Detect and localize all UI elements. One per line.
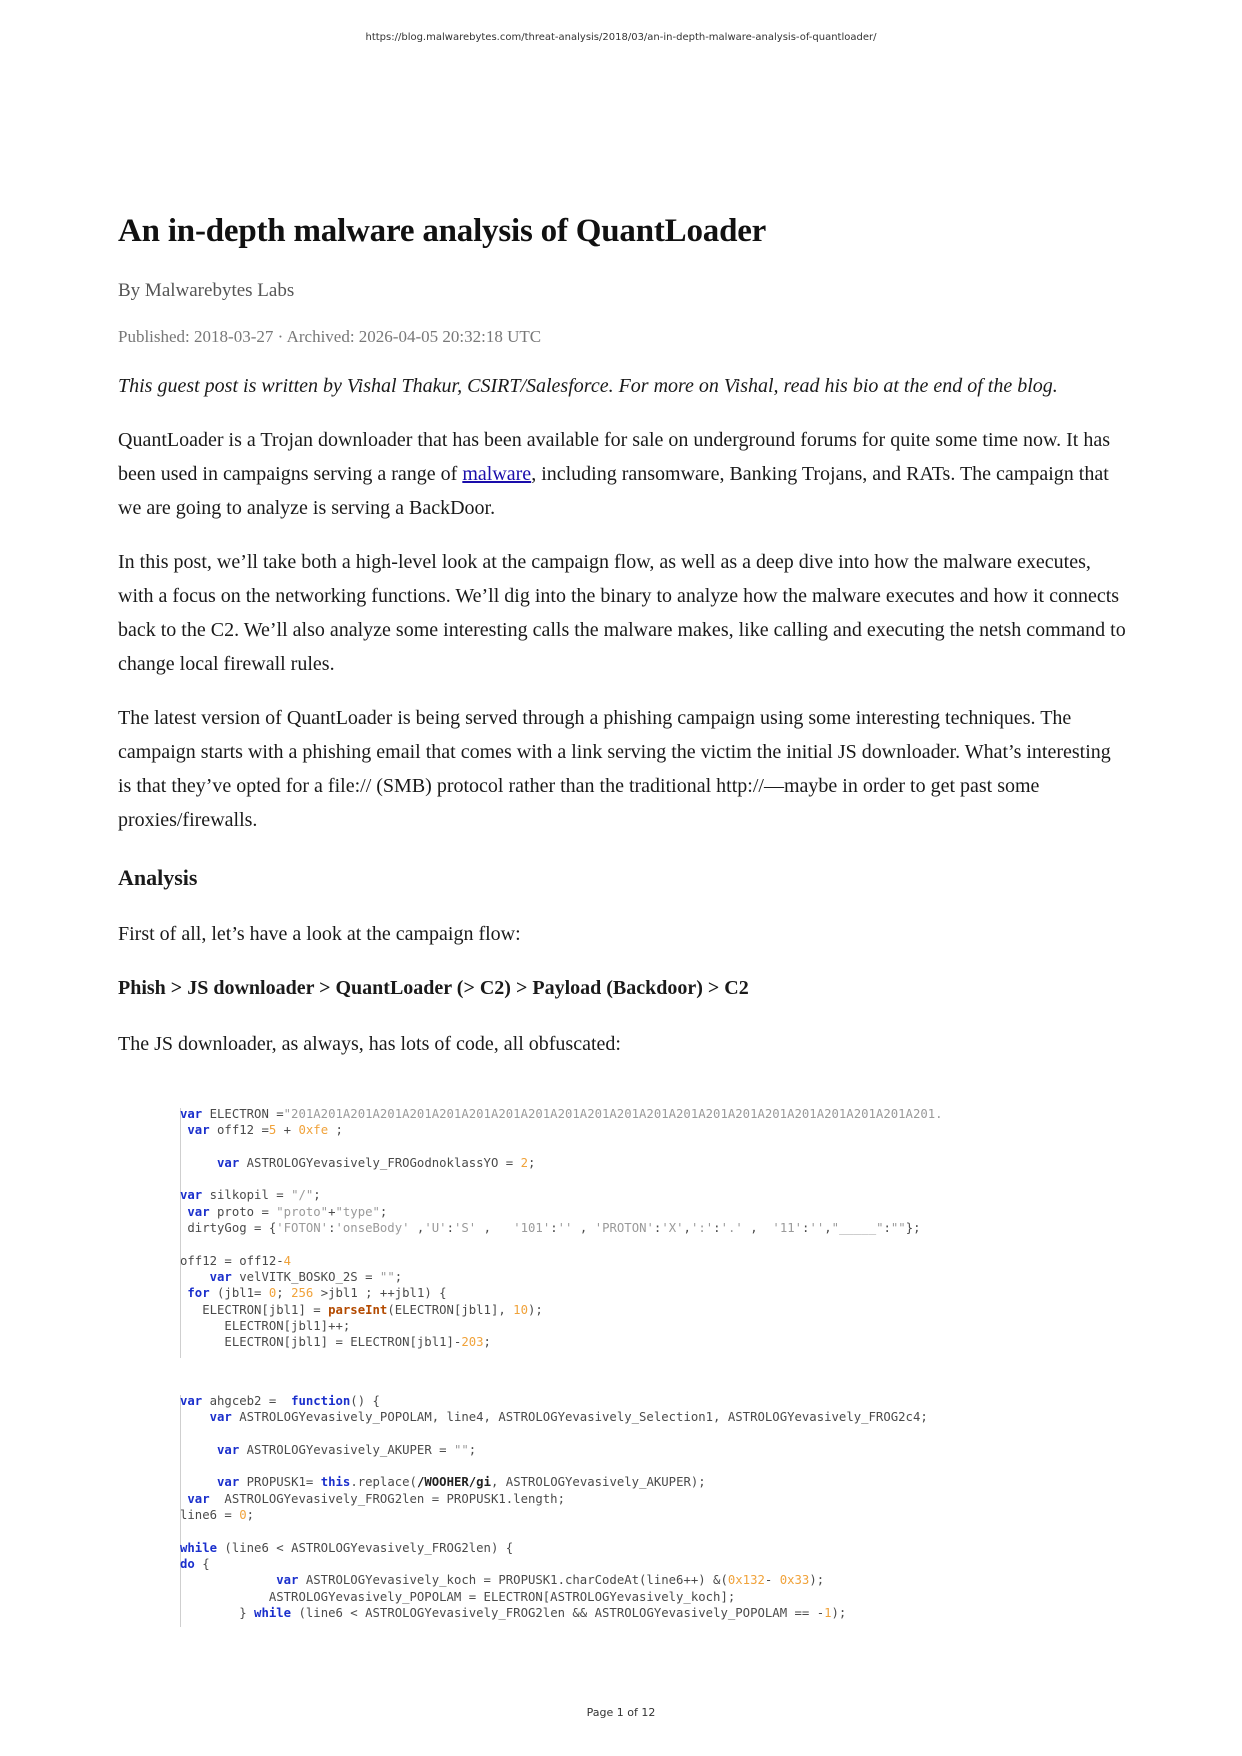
paragraph-1 [118,423,1128,525]
source-url: https://blog.malwarebytes.com/threat-analysis/2018/03/an-in-depth-malware-analysis-of-quantloader/ [365,32,877,43]
article [118,205,1128,1081]
code-screenshot-2: var ahgceb2 = function() { var ASTROLOGYevasively_POPOLAM, line4, ASTROLOGYevasively_Selection1, ASTROLOGYevasively_FROG2c4; var ASTROLOGYevasively_AKUPER = ""; var PROPUSK1= this.replace(/WOOHER/gi, ASTROLOGYevasively_AKUPER); var ASTROLOGYevasively_FROG2len = PROPUSK1.length; line6 = 0; while (line6 < ASTROLOGYevasively_FROG2len) { do { var ASTROLOGYevasively_koch = PROPUSK1.charCodeAt(line6++) &(0x132- 0x33); ASTROLOGYevasively_POPOLAM = ELECTRON[ASTROLOGYevasively_koch]; } while (line6 < ASTROLOGYevasively_FROG2len && ASTROLOGYevasively_POPOLAM == -1); [180,1394,928,1620]
analysis-heading: Analysis [118,865,198,890]
intro-paragraph: This guest post is written by Vishal Thakur, CSIRT/Salesforce. For more on Vishal, read his bio at the end of the blog. [118,375,1058,397]
paragraph-4: First of all, let’s have a look at the campaign flow: [118,923,521,945]
code-screenshot-1: var ELECTRON ="201A201A201A201A201A201A201A201A201A201A201A201A201A201A201A201A201A201A201A201A201A201. var off12 =5 + 0xfe ; var ASTROLOGYevasively_FROGodnoklassYO = 2; var silkopil = "/"; var proto = "proto"+"type"; dirtyGog = {'FOTON':'onseBody' ,'U':'S' , '101':'' , 'PROTON':'X',':':'.' , '11':'',"_____":""}; off12 = off12-4 var velVITK_BOSKO_2S = ""; for (jbl1= 0; 256 >jbl1 ; ++jbl1) { ELECTRON[jbl1] = parseInt(ELECTRON[jbl1], 10); ELECTRON[jbl1]++; ELECTRON[jbl1] = ELECTRON[jbl1]-203; [180,1107,943,1350]
publish-meta: Published: 2018-03-27 · Archived: 2026-04-05 20:32:18 UTC [118,327,542,346]
paragraph-2: In this post, we’ll take both a high-level look at the campaign flow, as well as a deep dive into how the malware executes, with a focus on the networking functions. We’ll dig into the binary to analyze how the malware executes and how it connects back to the C2. We’ll also analyze some interesting calls the malware makes, like calling and executing the netsh command to change local firewall rules. [118,551,1126,675]
paragraph-5: The JS downloader, as always, has lots of code, all obfuscated: [118,1033,621,1055]
byline: By Malwarebytes Labs [118,280,295,301]
page-number: Page 1 of 12 [586,1706,656,1719]
paragraph-1-end: , including ransomware, Banking Trojans, and RATs. The campaign that we are going to analyze is serving a BackDoor. [118,463,1109,519]
article-title: An in-depth malware analysis of QuantLoader [118,213,767,249]
malware-link[interactable]: malware [462,463,532,485]
campaign-flow: Phish > JS downloader > QuantLoader (> C2) > Payload (Backdoor) > C2 [118,977,749,999]
paragraph-1-start: QuantLoader is a Trojan downloader that has been available for sale on underground forums for quite some time now. It has been used in campaigns serving a range of [118,429,1110,485]
paragraph-3: The latest version of QuantLoader is being served through a phishing campaign using some interesting techniques. The campaign starts with a phishing email that comes with a link serving the victim the initial JS downloader. What’s interesting is that they’ve opted for a file:// (SMB) protocol rather than the traditional http://—maybe in order to get past some proxies/firewalls. [118,707,1111,831]
